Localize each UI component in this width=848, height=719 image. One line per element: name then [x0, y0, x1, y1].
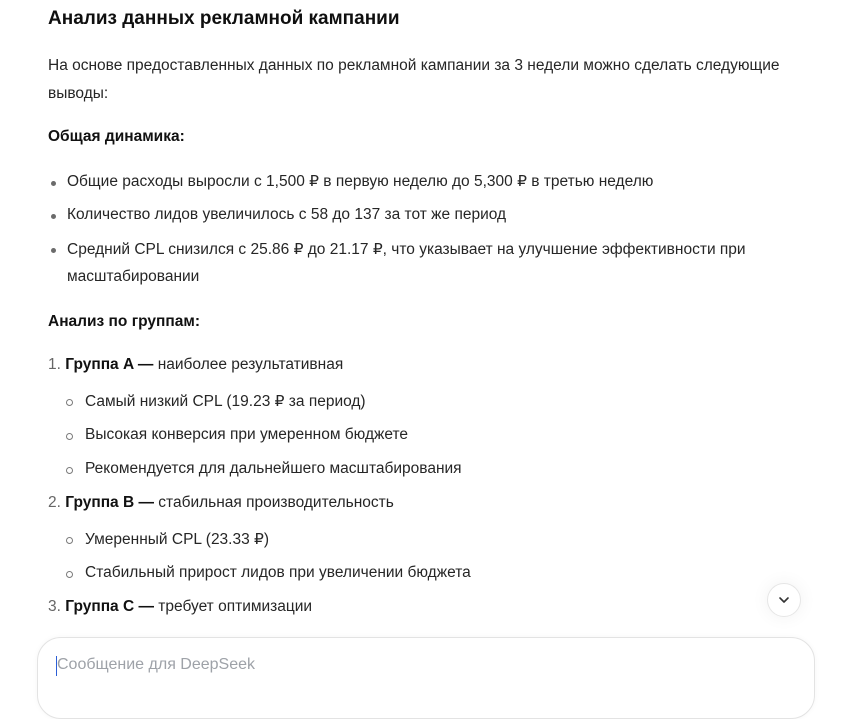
list-item-continuation: масштабировании — [67, 268, 200, 285]
ring-bullet-icon — [66, 399, 73, 406]
sub-list-item: Умеренный CPL (23.33 ₽) — [85, 531, 270, 548]
list-item: Средний CPL снизился с 25.86 ₽ до 21.17 ₽, что указывает на улучшение эффективности при — [67, 241, 746, 258]
group-item-c — [48, 598, 312, 616]
ring-bullet-icon — [66, 537, 73, 544]
group-item-a — [48, 356, 343, 374]
sub-list-item: Рекомендуется для дальнейшего масштабирования — [85, 460, 462, 477]
group-name: Группа C — — [65, 598, 154, 615]
group-desc: требует оптимизации — [153, 598, 313, 615]
group-desc: стабильная производительность — [153, 494, 394, 511]
list-number: 2. — [48, 494, 61, 511]
ring-bullet-icon — [66, 433, 73, 440]
bullet-icon — [51, 181, 56, 186]
intro-paragraph-line1: На основе предоставленных данных по рекламной кампании за 3 недели можно сделать следующие — [48, 57, 780, 74]
chevron-down-icon — [778, 596, 790, 604]
bullet-icon — [51, 248, 56, 253]
sub-list-item: Высокая конверсия при умеренном бюджете — [85, 426, 409, 443]
list-item: Количество лидов увеличилось с 58 до 137 за тот же период — [67, 206, 507, 223]
message-title: Анализ данных рекламной кампании — [48, 8, 400, 29]
group-name: Группа B — — [65, 494, 154, 511]
scroll-to-bottom-button[interactable] — [767, 583, 801, 617]
section-heading-dynamics: Общая динамика: — [48, 128, 185, 145]
ring-bullet-icon — [66, 467, 73, 474]
list-number: 1. — [48, 356, 61, 373]
section-heading-groups: Анализ по группам: — [48, 313, 201, 330]
message-input-placeholder[interactable]: Сообщение для DeepSeek — [57, 656, 256, 673]
sub-list-item: Стабильный прирост лидов при увеличении бюджета — [85, 564, 471, 581]
group-item-b — [48, 494, 394, 512]
ring-bullet-icon — [66, 571, 73, 578]
list-number: 3. — [48, 598, 61, 615]
message-composer[interactable] — [37, 637, 815, 719]
group-desc: наиболее результативная — [153, 356, 344, 373]
intro-paragraph-line2: выводы: — [48, 85, 109, 102]
bullet-icon — [51, 214, 56, 219]
list-item: Общие расходы выросли с 1,500 ₽ в первую неделю до 5,300 ₽ в третью неделю — [67, 173, 654, 190]
sub-list-item: Самый низкий CPL (19.23 ₽ за период) — [85, 393, 366, 410]
group-name: Группа A — — [65, 356, 154, 373]
